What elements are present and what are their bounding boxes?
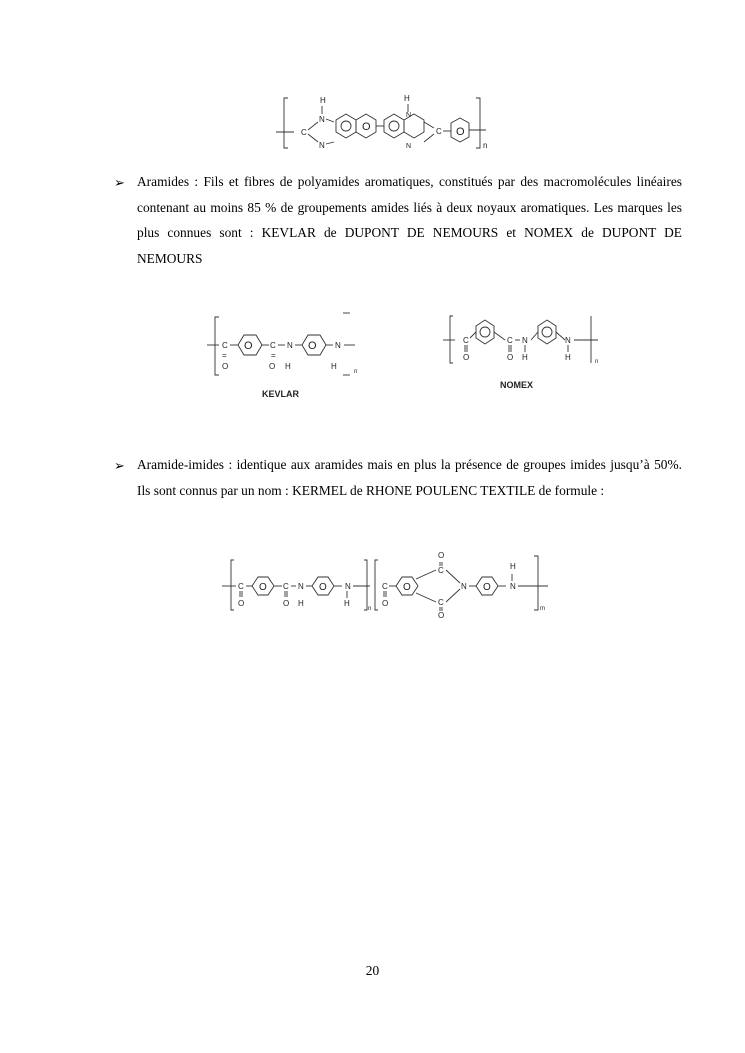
atom-label: = — [222, 351, 227, 360]
atom-label: O — [283, 599, 290, 608]
atom-label: H — [285, 362, 291, 371]
atom-label: O — [507, 353, 514, 362]
atom-label: C — [222, 341, 228, 350]
atom-label: N — [345, 582, 351, 591]
atom-label: n — [354, 369, 358, 375]
atom-label: N — [406, 143, 412, 150]
atom-label: H — [404, 94, 410, 103]
atom-label: C — [463, 336, 469, 345]
polymer-structure-figure — [276, 90, 496, 150]
atom-label: N — [522, 336, 528, 345]
atom-label: N — [335, 341, 341, 350]
atom-label: C — [270, 341, 276, 350]
atom-label: H — [522, 353, 528, 362]
atom-label: O — [382, 599, 389, 608]
atom-label: O — [238, 599, 245, 608]
atom-label: C — [436, 127, 442, 136]
paragraph-aramides: Aramides : Fils et fibres de polyamides aromatiques, constitués par des macromolécules linéaires contenant au moins 85 % de groupements amides liés à deux noyaux aromatiques. Les marques les plus connues sont : KEVLAR de DUPONT DE NEMOURS et NOMEX de DUPONT DE NEMOURS — [137, 174, 682, 266]
atom-label: H — [331, 362, 337, 371]
atom-label: m — [540, 606, 545, 612]
atom-label: n — [368, 606, 372, 612]
bullet-marker: ➢ — [114, 175, 125, 190]
atom-label: n — [483, 141, 488, 150]
bullet-marker: ➢ — [114, 458, 125, 473]
atom-label: N — [565, 336, 571, 345]
atom-label: O — [463, 353, 470, 362]
atom-label: C — [238, 582, 244, 591]
atom-label: O — [222, 362, 229, 371]
atom-label: O — [456, 126, 465, 138]
nomex-structure-figure — [443, 308, 613, 393]
atom-label: H — [298, 599, 304, 608]
atom-label: O — [259, 582, 267, 593]
kermel-structure-figure — [222, 548, 552, 623]
atom-label: O — [308, 340, 317, 352]
atom-label: O — [483, 582, 491, 593]
atom-c: C — [301, 128, 307, 137]
atom-label: N — [319, 115, 325, 124]
atom-label: H — [565, 353, 571, 362]
atom-label: O — [438, 551, 445, 560]
atom-label: C — [382, 582, 388, 591]
kevlar-structure-figure — [205, 305, 370, 405]
atom-label: O — [319, 582, 327, 593]
page-number: 20 — [365, 963, 380, 978]
nomex-caption: NOMEX — [500, 380, 534, 390]
atom-label: N — [461, 582, 467, 591]
atom-label: O — [403, 582, 411, 593]
atom-label: = — [271, 351, 276, 360]
atom-label: O — [438, 611, 445, 620]
atom-label: H — [510, 562, 516, 571]
atom-label: H — [320, 96, 326, 105]
atom-label: N — [287, 341, 293, 350]
atom-label: O — [244, 340, 253, 352]
atom-label: N — [319, 141, 325, 150]
kevlar-caption: KEVLAR — [262, 389, 300, 399]
atom-label: C — [438, 598, 444, 607]
atom-label: O — [269, 362, 276, 371]
atom-label: n — [595, 359, 599, 365]
paragraph-aramide-imides: Aramide-imides : identique aux aramides mais en plus la présence de groupes imides jusqu’à 50%. Ils sont connus par un nom : KERMEL de RHONE POULENC TEXTILE de formule : — [137, 457, 682, 498]
atom-label: N — [510, 582, 516, 591]
atom-label: C — [507, 336, 513, 345]
atom-label: C — [438, 566, 444, 575]
atom-label: C — [283, 582, 289, 591]
atom-label: N — [298, 582, 304, 591]
atom-label: O — [362, 121, 371, 133]
atom-label: H — [344, 599, 350, 608]
atom-label: N — [406, 112, 412, 119]
